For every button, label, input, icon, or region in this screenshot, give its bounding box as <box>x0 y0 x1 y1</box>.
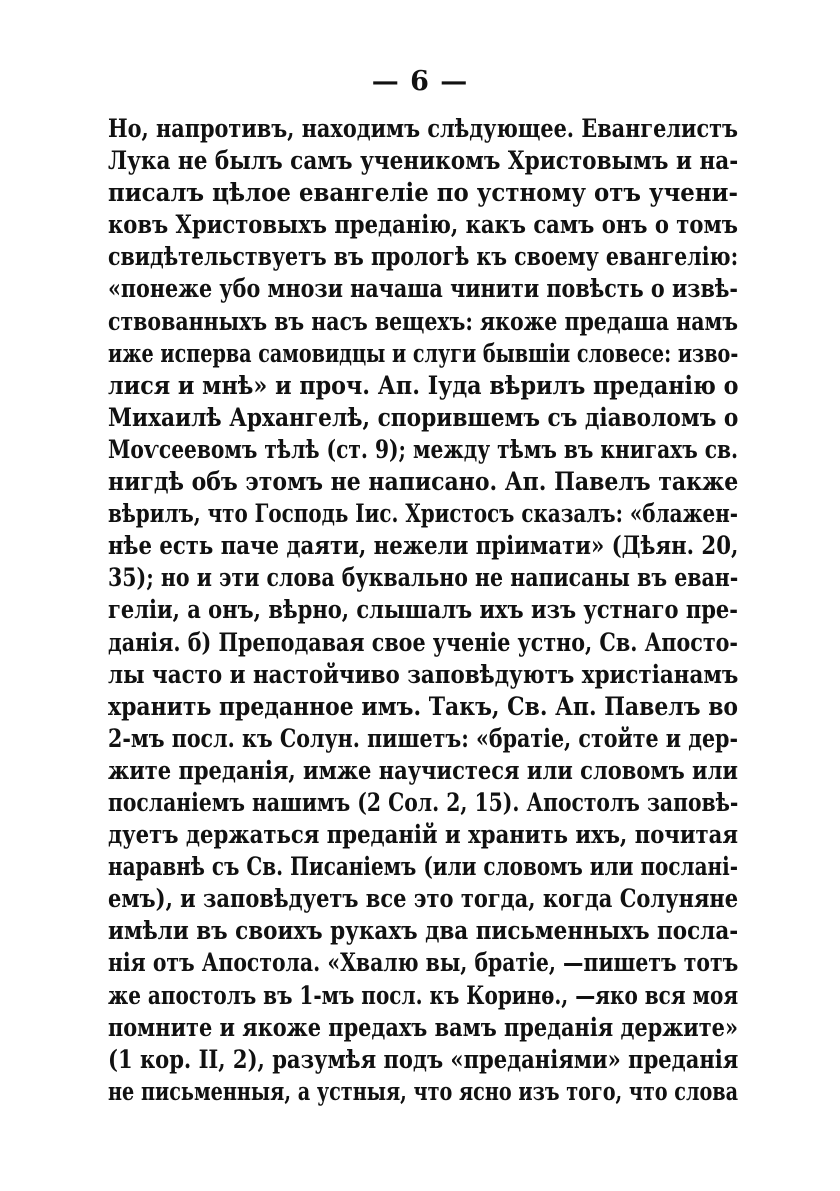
text-line: наравнѣ съ Св. Писаніемъ (или словомъ или послані- <box>108 852 738 883</box>
text-line: Моѵсеевомъ тѣлѣ (ст. 9); между тѣмъ въ книгахъ св. <box>108 434 739 465</box>
text-line: лы часто и настойчиво заповѣдуютъ христіанамъ <box>108 659 739 690</box>
text-line: нигдѣ объ этомъ не написано. Ап. Павелъ также <box>108 467 739 498</box>
text-line: данія. б) Преподавая свое ученіе устно, Св. Апосто- <box>108 627 738 658</box>
text-line: иже исперва самовидцы и слуги бывшіи словесе: изво- <box>108 338 739 369</box>
body-text <box>108 113 738 1108</box>
text-line: Михаилѣ Архангелѣ, спорившемъ съ діаволомъ о <box>108 402 739 433</box>
text-line: 35); но и эти слова буквально не написаны въ еван- <box>108 563 739 594</box>
text-line: нѣе есть паче даяти, нежели пріимати» (Дѣян. 20, <box>108 531 739 562</box>
text-line: ковъ Христовыхъ преданію, какъ самъ онъ о томъ <box>108 210 738 241</box>
text-line: Лука не былъ самъ ученикомъ Христовымъ и на- <box>108 146 739 177</box>
text-line: «понеже убо мнози начаша чинити повѣсть о извѣ- <box>108 274 738 305</box>
text-line: Но, напротивъ, находимъ слѣдующее. Евангелистъ <box>108 114 738 144</box>
text-line: жите преданія, имже научистеся или словомъ или <box>108 755 738 786</box>
text-line: писалъ цѣлое евангеліе по устному отъ учени- <box>108 178 738 209</box>
text-line: вѣрилъ, что Господь Іис. Христосъ сказалъ: «блажен- <box>108 499 738 530</box>
text-line: дуетъ держаться преданій и хранить ихъ, почитая <box>108 820 738 851</box>
text-line: хранить преданное имъ. Такъ, Св. Ап. Павелъ во <box>108 691 739 722</box>
text-line: 2-мъ посл. къ Солун. пишетъ: «братіе, стойте и дер- <box>108 723 738 754</box>
text-line: же апостолъ въ 1-мъ посл. къ Коринѳ., —яко вся моя <box>108 980 739 1011</box>
text-line: имѣли въ своихъ рукахъ два письменныхъ посла- <box>108 916 739 947</box>
text-line: свидѣтельствуетъ въ прологѣ къ своему евангелію: <box>108 242 739 273</box>
text-line: посланіемъ нашимъ (2 Сол. 2, 15). Апостолъ заповѣ- <box>108 787 739 818</box>
text-line: не письменныя, а устныя, что ясно изъ того, что слова <box>108 1076 739 1107</box>
text-line: помните и якоже предахъ вамъ преданія держите» <box>108 1012 738 1043</box>
page-number: — 6 — <box>371 66 469 97</box>
text-line: лися и мнѣ» и проч. Ап. Іуда вѣрилъ преданію о <box>108 370 739 401</box>
text-line: емъ), и заповѣдуетъ все это тогда, когда Солуняне <box>108 884 739 915</box>
text-line: (1 кор. II, 2), разумѣя подъ «преданіями» преданія <box>108 1044 739 1075</box>
text-line: нія отъ Апостола. «Хвалю вы, братіе, —пишетъ тотъ <box>108 948 739 979</box>
text-line: ствованныхъ въ насъ вещехъ: якоже предаша намъ <box>108 306 739 337</box>
text-line: геліи, а онъ, вѣрно, слышалъ ихъ изъ устнаго пре- <box>108 595 738 626</box>
